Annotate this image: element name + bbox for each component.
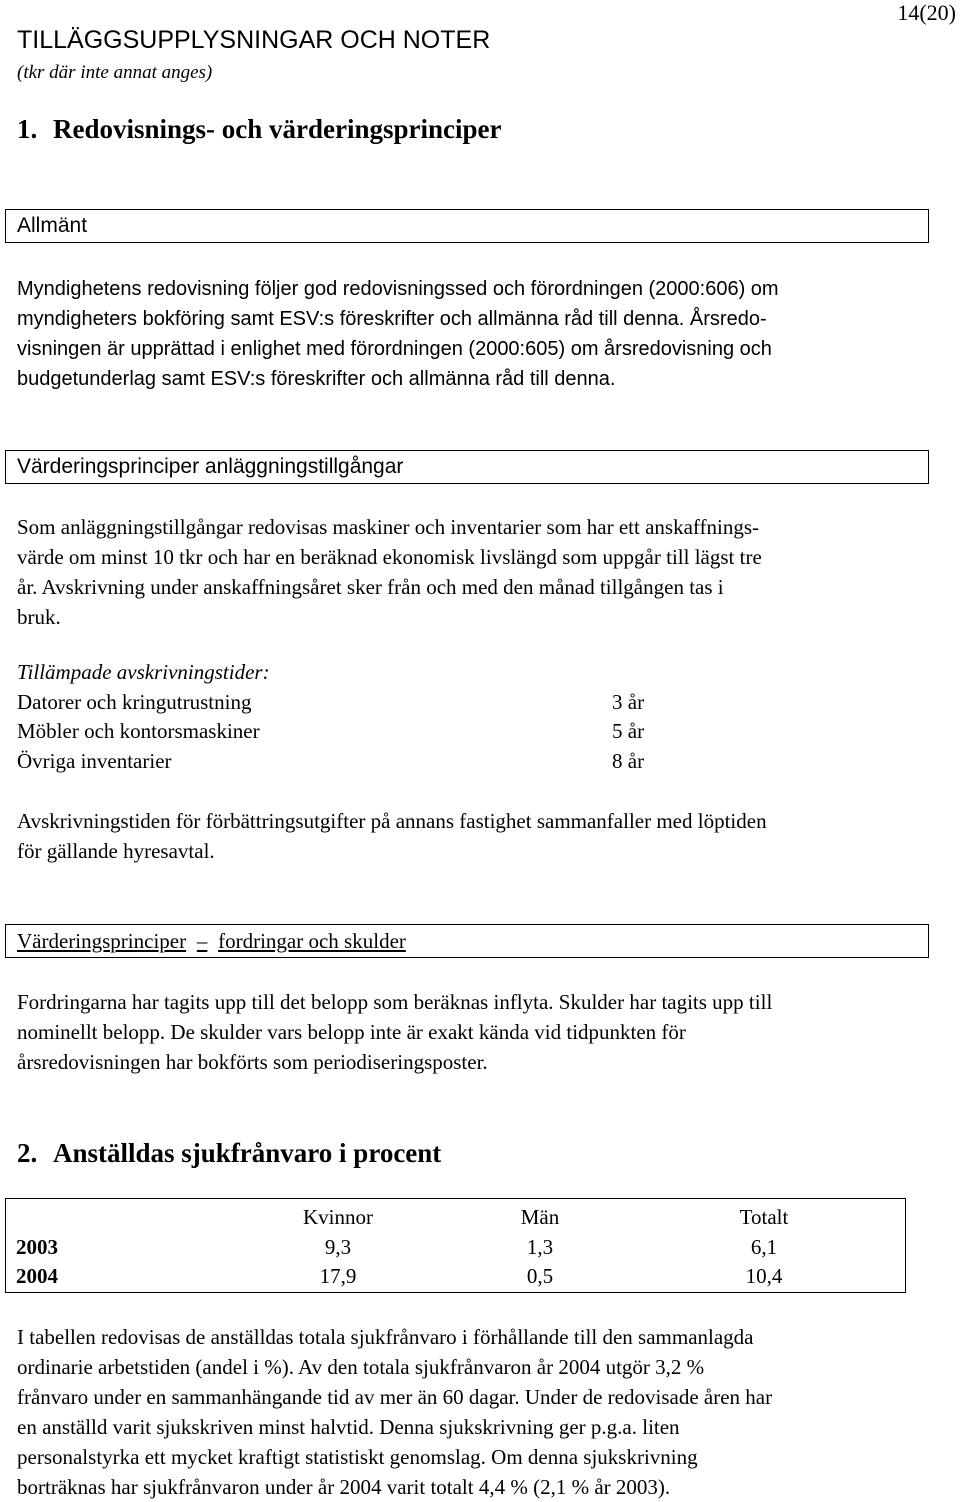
- heading-dash: –: [196, 929, 208, 953]
- cell-totalt: 6,1: [750, 1235, 778, 1259]
- allmant-paragraph: [17, 274, 779, 394]
- depreciation-value: 8 år: [612, 749, 645, 773]
- section-title-text: Anställdas sjukfrånvaro i procent: [53, 1138, 442, 1168]
- paragraph-line: myndigheters bokföring samt ESV:s föreskrifter och allmänna råd till denna. Årsredo-: [17, 308, 767, 330]
- paragraph-line: I tabellen redovisas de anställdas totala sjukfrånvaro i förhållande till den sammanlagda: [17, 1325, 754, 1349]
- paragraph-line: frånvaro under en sammanhängande tid av mer än 60 dagar. Under de redovisade åren har: [17, 1385, 773, 1409]
- section-title-text: Redovisnings- och värderingsprinciper: [53, 114, 502, 144]
- cell-man: 0,5: [526, 1264, 554, 1288]
- paragraph-line: för gällande hyresavtal.: [17, 839, 215, 863]
- anlaggning-heading: Värderingsprinciper anläggningstillgångar: [5, 450, 929, 484]
- section-number: 1.: [17, 114, 38, 144]
- section-1-title: [17, 114, 502, 145]
- column-header: Totalt: [739, 1205, 789, 1229]
- paragraph-line: budgetunderlag samt ESV:s föreskrifter och allmänna råd till denna.: [17, 368, 616, 390]
- column-header: Män: [520, 1205, 560, 1229]
- depreciation-value: 5 år: [612, 719, 645, 743]
- fordringar-heading: [5, 924, 929, 958]
- section-number: 2.: [17, 1138, 38, 1168]
- paragraph-line: personalstyrka ett mycket kraftigt statistiskt genomslag. Om denna sjukskrivning: [17, 1445, 698, 1469]
- depreciation-label: Datorer och kringutrustning: [17, 690, 252, 714]
- depreciation-label: Övriga inventarier: [17, 749, 172, 773]
- paragraph-line: nominellt belopp. De skulder vars belopp inte är exakt kända vid tidpunkten för: [17, 1020, 686, 1044]
- improvement-paragraph: [17, 806, 767, 866]
- paragraph-line: år. Avskrivning under anskaffningsåret sker från och med den månad tillgången tas i: [17, 575, 724, 599]
- depreciation-label: Möbler och kontorsmaskiner: [17, 719, 260, 743]
- paragraph-line: bruk.: [17, 605, 61, 629]
- paragraph-line: Fordringarna har tagits upp till det belopp som beräknas inflyta. Skulder har tagits upp till: [17, 990, 773, 1014]
- cell-kvinnor: 17,9: [319, 1264, 357, 1288]
- sick-leave-table: [5, 1198, 906, 1293]
- paragraph-line: Som anläggningstillgångar redovisas maskiner och inventarier som har ett anskaffnings-: [17, 515, 760, 539]
- heading-part: fordringar och skulder: [218, 929, 406, 953]
- page-number: 14(20): [897, 0, 956, 25]
- column-header: Kvinnor: [303, 1205, 373, 1229]
- cell-kvinnor: 9,3: [324, 1235, 352, 1259]
- paragraph-line: Myndighetens redovisning följer god redovisningssed och förordningen (2000:606) om: [17, 278, 779, 300]
- section-2-title: [17, 1138, 441, 1169]
- paragraph-line: årsredovisningen har bokförts som periodiseringsposter.: [17, 1050, 488, 1074]
- cell-totalt: 10,4: [745, 1264, 783, 1288]
- cell-man: 1,3: [526, 1235, 554, 1259]
- row-year: 2004: [16, 1264, 58, 1288]
- paragraph-line: en anställd varit sjukskriven minst halvtid. Denna sjukskrivning ger p.g.a. liten: [17, 1415, 680, 1439]
- paragraph-line: visningen är upprättad i enlighet med förordningen (2000:605) om årsredovisning och: [17, 338, 772, 360]
- allmant-heading: Allmänt: [5, 209, 929, 243]
- sick-leave-paragraph: [17, 1322, 772, 1502]
- fordringar-paragraph: [17, 987, 772, 1077]
- document-title: TILLÄGGSUPPLYSNINGAR OCH NOTER: [17, 26, 491, 54]
- depreciation-value: 3 år: [612, 690, 645, 714]
- paragraph-line: värde om minst 10 tkr och har en beräknad ekonomisk livslängd som uppgår till lägst tre: [17, 545, 762, 569]
- row-year: 2003: [16, 1235, 58, 1259]
- paragraph-line: borträknas har sjukfrånvaron under år 2004 varit totalt 4,4 % (2,1 % år 2003).: [17, 1475, 671, 1499]
- paragraph-line: Avskrivningstiden för förbättringsutgifter på annans fastighet sammanfaller med löptiden: [17, 809, 767, 833]
- heading-part: Värderingsprinciper: [17, 929, 187, 953]
- paragraph-line: ordinarie arbetstiden (andel i %). Av den totala sjukfrånvaron år 2004 utgör 3,2 %: [17, 1355, 705, 1379]
- document-subtitle: (tkr där inte annat anges): [17, 62, 213, 83]
- anlaggning-paragraph: [17, 512, 762, 632]
- depreciation-heading: Tillämpade avskrivningstider:: [17, 660, 270, 684]
